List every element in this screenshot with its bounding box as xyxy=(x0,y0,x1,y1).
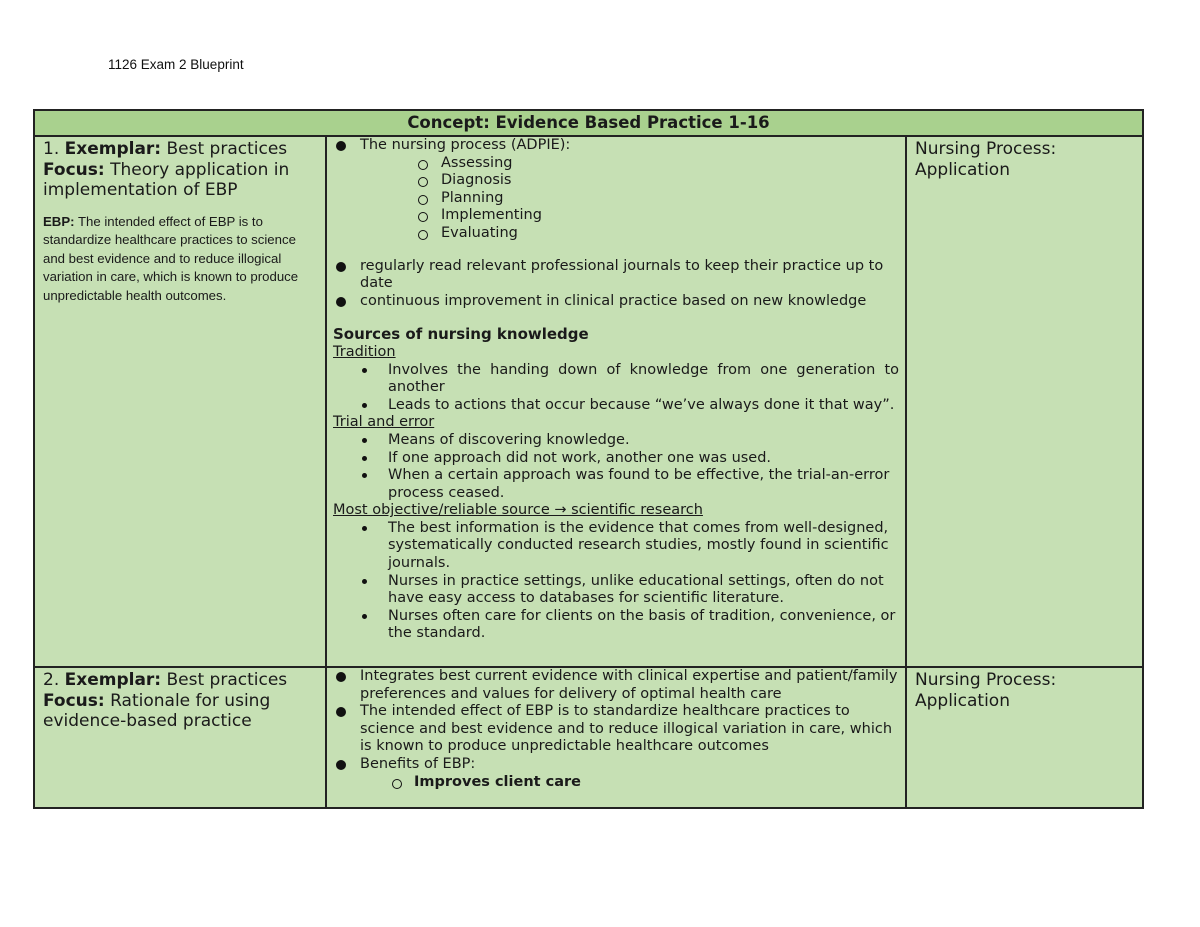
process-cell xyxy=(907,668,1144,809)
list-item: The best information is the evidence that comes from well-designed, systematically conducted research studies, mostly found in scientific journals. xyxy=(333,520,899,573)
list-item: Diagnosis xyxy=(333,172,899,190)
process-label: Nursing Process: Application xyxy=(915,670,1057,711)
subheading-tradition: Tradition xyxy=(333,343,396,360)
list-item: Nurses in practice settings, unlike educational settings, often do not have easy access to databases for scientific literature. xyxy=(333,573,899,608)
list-item: continuous improvement in clinical practice based on new knowledge xyxy=(333,293,899,311)
list-item: The intended effect of EBP is to standardize healthcare practices to science and best evidence and to reduce illogical variation in care, which is known to produce unpredictable healthcare outcomes xyxy=(333,703,899,756)
content-cell xyxy=(327,137,905,666)
list-item: If one approach did not work, another one was used. xyxy=(333,450,899,468)
focus-heading: Focus: Rationale for using evidence-based practice xyxy=(43,690,271,731)
list-item: Integrates best current evidence with clinical expertise and patient/family preferences and values for delivery of optimal health care xyxy=(333,668,899,703)
exemplar-heading: 1. Exemplar: Best practices xyxy=(43,139,288,159)
list-item: Planning xyxy=(333,190,899,208)
focus-heading: Focus: Theory application in implementation of EBP xyxy=(43,159,290,200)
blueprint-table xyxy=(33,109,1144,809)
list-item: The nursing process (ADPIE): xyxy=(333,137,899,155)
process-label: Nursing Process: Application xyxy=(915,139,1057,180)
section-heading: Sources of nursing knowledge xyxy=(333,325,589,344)
list-item: Assessing xyxy=(333,155,899,173)
list-item: Leads to actions that occur because “we’ve always done it that way”. xyxy=(333,397,899,415)
list-item: Improves client care xyxy=(333,774,899,792)
list-item: Evaluating xyxy=(333,225,899,243)
exemplar-cell xyxy=(35,137,325,666)
list-item: regularly read relevant professional journals to keep their practice up to date xyxy=(333,258,899,293)
list-item: Involves the handing down of knowledge from one generation to another xyxy=(333,362,899,397)
list-item: Means of discovering knowledge. xyxy=(333,432,899,450)
subheading-objective: Most objective/reliable source → scientific research xyxy=(333,502,703,519)
subheading-trial: Trial and error xyxy=(333,414,435,431)
exemplar-cell xyxy=(35,668,325,809)
exemplar-heading: 2. Exemplar: Best practices xyxy=(43,670,288,690)
process-cell xyxy=(907,137,1144,666)
list-item: Implementing xyxy=(333,207,899,225)
content-cell xyxy=(327,668,905,809)
list-item: When a certain approach was found to be effective, the trial-an-error process ceased. xyxy=(333,467,899,502)
ebp-note: EBP: The intended effect of EBP is to standardize healthcare practices to science and best evidence and to reduce illogical variation in care, which is known to produce unpredictable health outcomes. xyxy=(43,213,299,303)
concept-title: Concept: Evidence Based Practice 1-16 xyxy=(35,111,1142,137)
page-header: 1126 Exam 2 Blueprint xyxy=(108,57,244,72)
list-item: Nurses often care for clients on the basis of tradition, convenience, or the standard. xyxy=(333,608,899,643)
list-item: Benefits of EBP: xyxy=(333,756,899,774)
